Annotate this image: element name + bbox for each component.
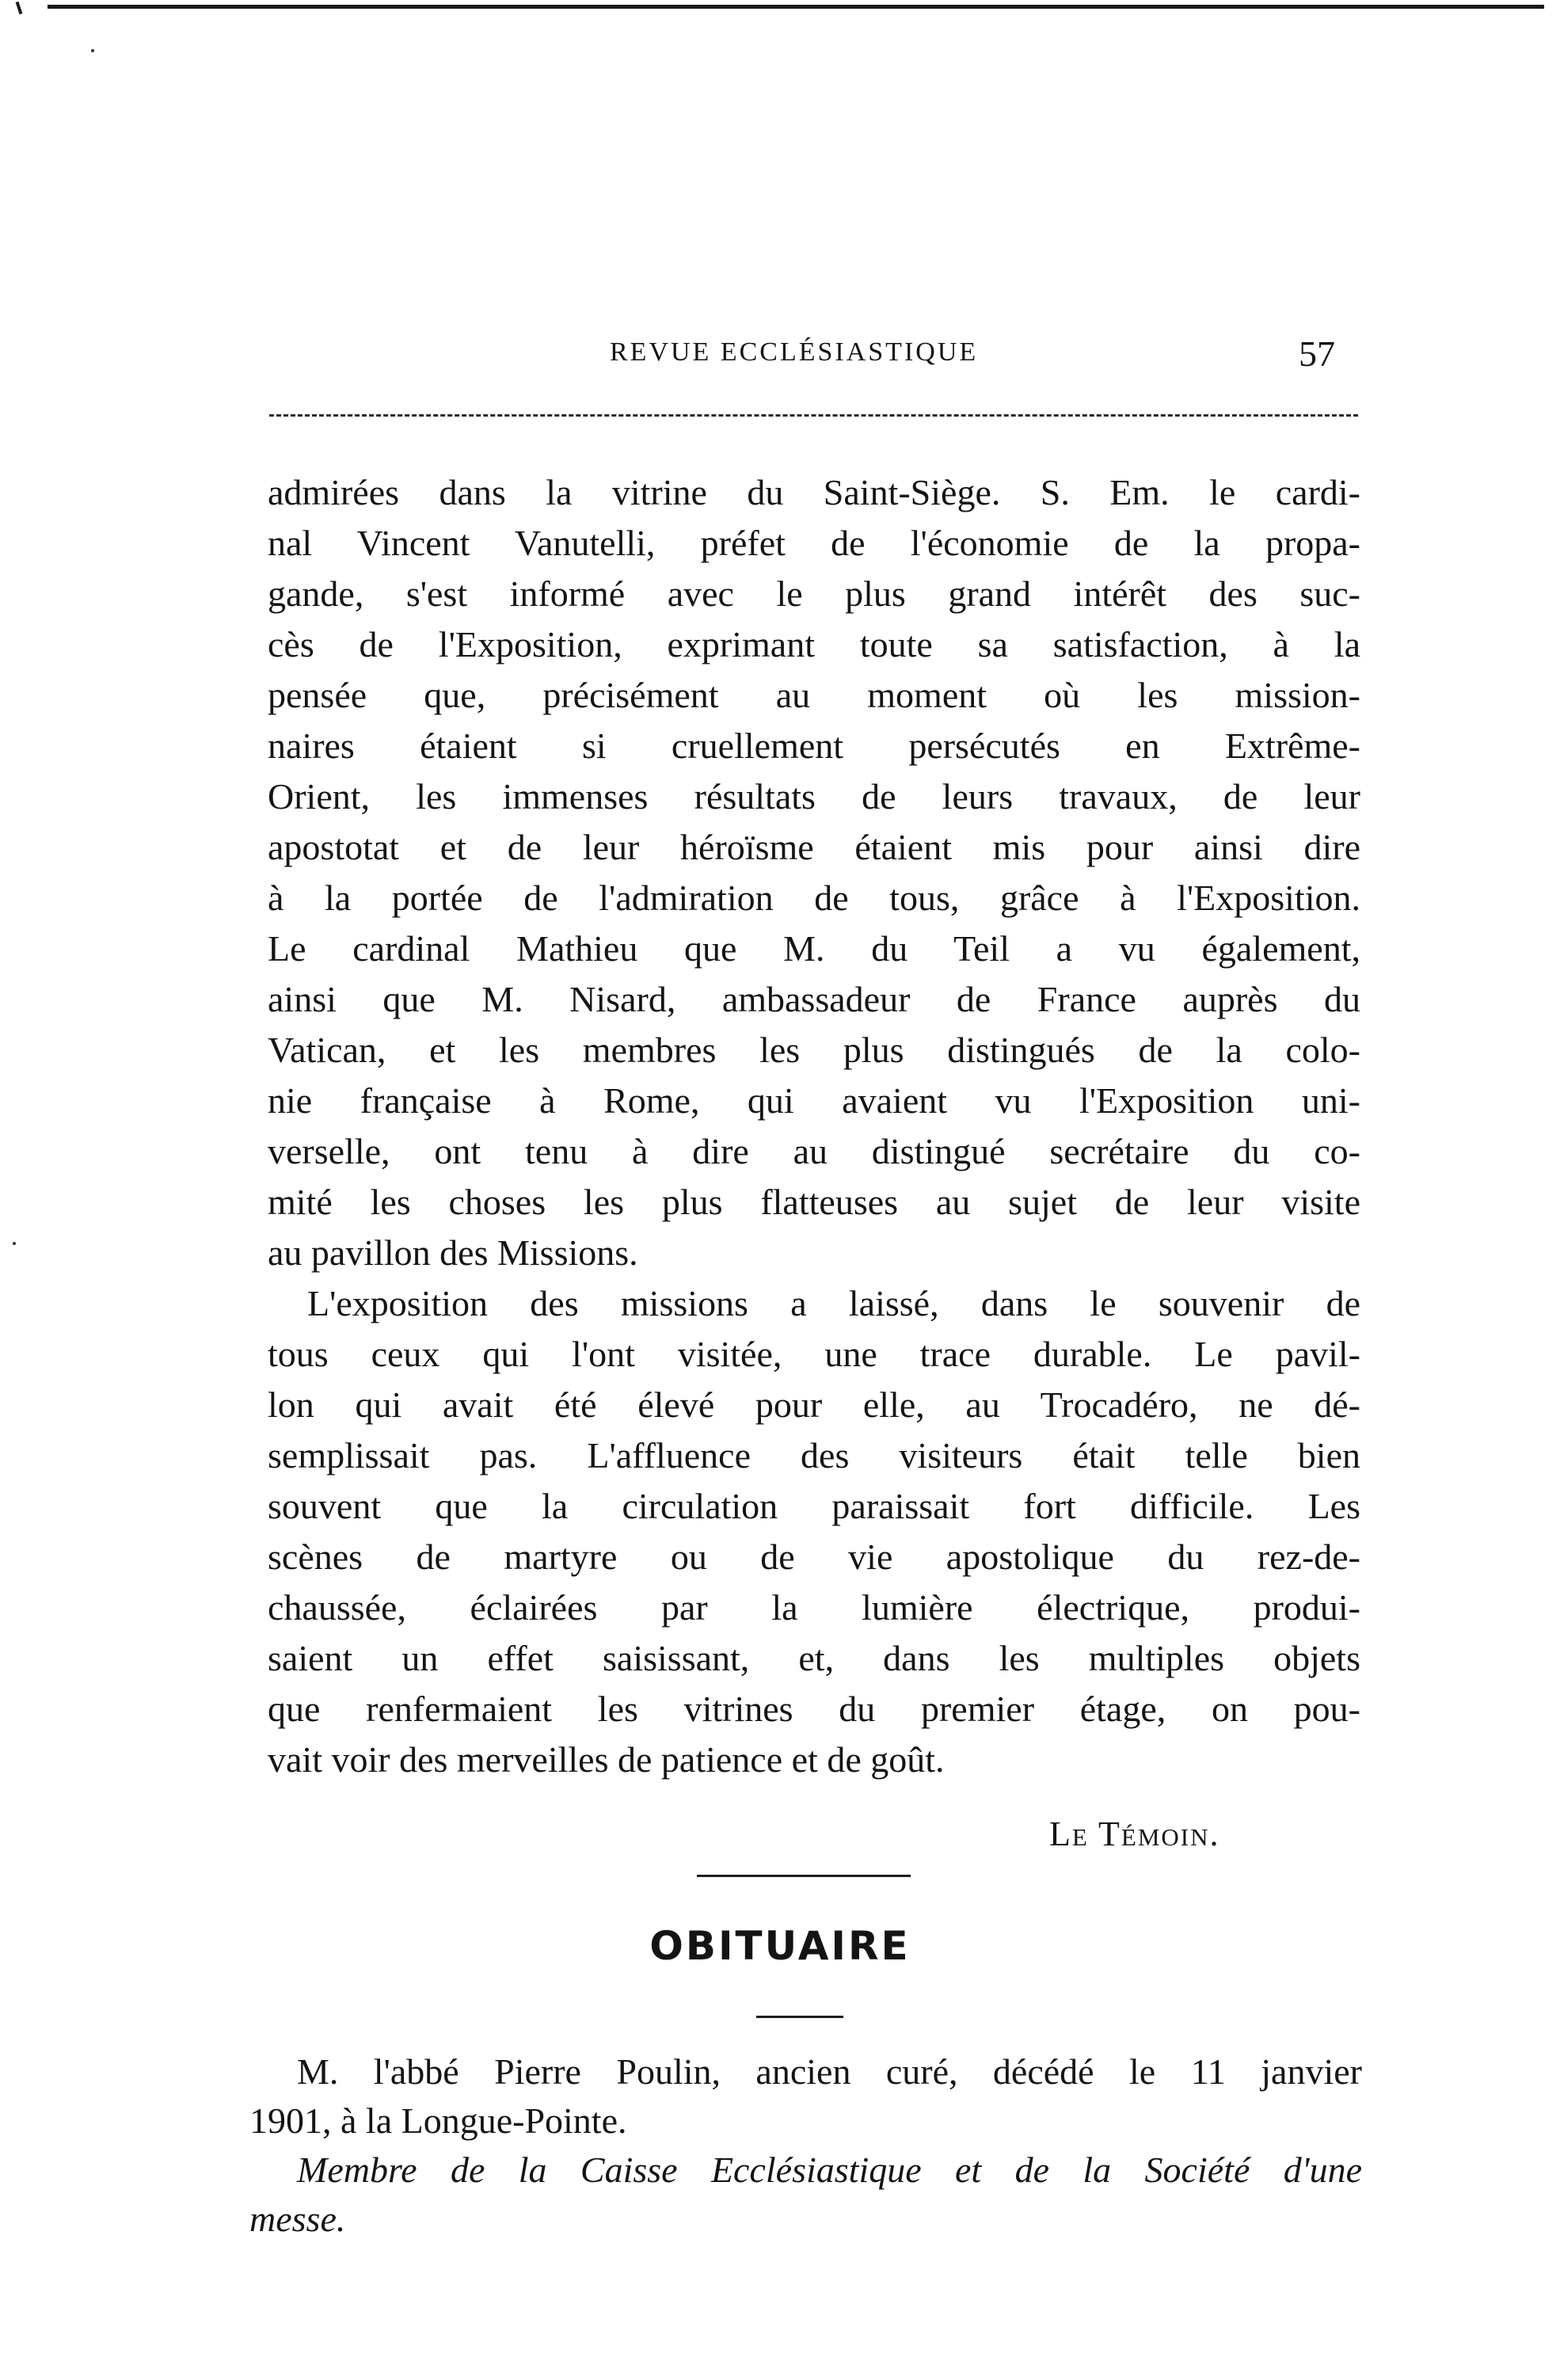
text-line: tous ceux qui l'ont visitée, une trace durable. Le pavil- (268, 1334, 1360, 1374)
text-line: semplissait pas. L'affluence des visiteurs était telle bien (268, 1435, 1360, 1476)
obituary-entry (249, 2047, 1362, 2244)
text-line: pensée que, précisément au moment où les mission- (268, 675, 1360, 715)
text-line: gande, s'est informé avec le plus grand intérêt des suc- (268, 573, 1360, 614)
obituary-italic-line: Membre de la Caisse Ecclésiastique et de la Société d'une (297, 2150, 1362, 2190)
text-line: Orient, les immenses résultats de leurs travaux, de leur (268, 776, 1360, 817)
text-line: ainsi que M. Nisard, ambassadeur de France auprès du (268, 979, 1360, 1019)
text-line: lon qui avait été élevé pour elle, au Trocadéro, ne dé- (268, 1384, 1360, 1425)
text-line: saient un effet saisissant, et, dans les multiples objets (268, 1638, 1360, 1678)
text-line: naires étaient si cruellement persécutés en Extrême- (268, 725, 1360, 766)
article-body (268, 467, 1360, 1785)
text-line: souvent que la circulation paraissait fort difficile. Les (268, 1486, 1360, 1526)
print-speck (13, 1242, 16, 1245)
text-line: nal Vincent Vanutelli, préfet de l'économie de la propa- (268, 523, 1360, 563)
text-line: au pavillon des Missions. (268, 1232, 638, 1273)
text-line: verselle, ont tenu à dire au distingué secrétaire du co- (268, 1131, 1360, 1171)
text-line: vait voir des merveilles de patience et de goût. (268, 1739, 945, 1780)
signature: Le Témoin. (1049, 1815, 1220, 1853)
obituary-line: 1901, à la Longue-Pointe. (249, 2100, 627, 2141)
print-speck (91, 49, 94, 52)
text-line: L'exposition des missions a laissé, dans le souvenir de (307, 1283, 1360, 1323)
obituary-line: M. l'abbé Pierre Poulin, ancien curé, décédé le 11 janvier (297, 2051, 1362, 2092)
heading-underline (756, 2016, 843, 2018)
page-number: 57 (1299, 333, 1335, 374)
text-line: scènes de martyre ou de vie apostolique du rez-de- (268, 1537, 1360, 1577)
text-line: Le cardinal Mathieu que M. du Teil a vu également, (268, 928, 1360, 969)
section-divider (697, 1875, 911, 1877)
running-title: REVUE ECCLÉSIASTIQUE (610, 337, 979, 367)
top-edge-rule (48, 5, 1544, 9)
text-line: cès de l'Exposition, exprimant toute sa satisfaction, à la (268, 624, 1360, 664)
text-line: Vatican, et les membres les plus distingués de la colo- (268, 1030, 1360, 1070)
text-line: mité les choses les plus flatteuses au sujet de leur visite (268, 1182, 1360, 1222)
text-line: apostotat et de leur héroïsme étaient mis pour ainsi dire (268, 827, 1360, 867)
running-head (0, 333, 1560, 380)
section-heading: OBITUAIRE (649, 1923, 911, 1969)
text-line: que renfermaient les vitrines du premier étage, on pou- (268, 1689, 1360, 1729)
header-rule (269, 414, 1358, 417)
text-line: nie française à Rome, qui avaient vu l'Exposition uni- (268, 1080, 1360, 1121)
text-line: à la portée de l'admiration de tous, grâce à l'Exposition. (268, 878, 1360, 918)
text-line: chaussée, éclairées par la lumière électrique, produi- (268, 1587, 1360, 1628)
text-line: admirées dans la vitrine du Saint-Siège. S. Em. le cardi- (268, 472, 1360, 512)
corner-mark (16, 2, 23, 14)
obituary-italic-line: messe. (249, 2199, 346, 2239)
